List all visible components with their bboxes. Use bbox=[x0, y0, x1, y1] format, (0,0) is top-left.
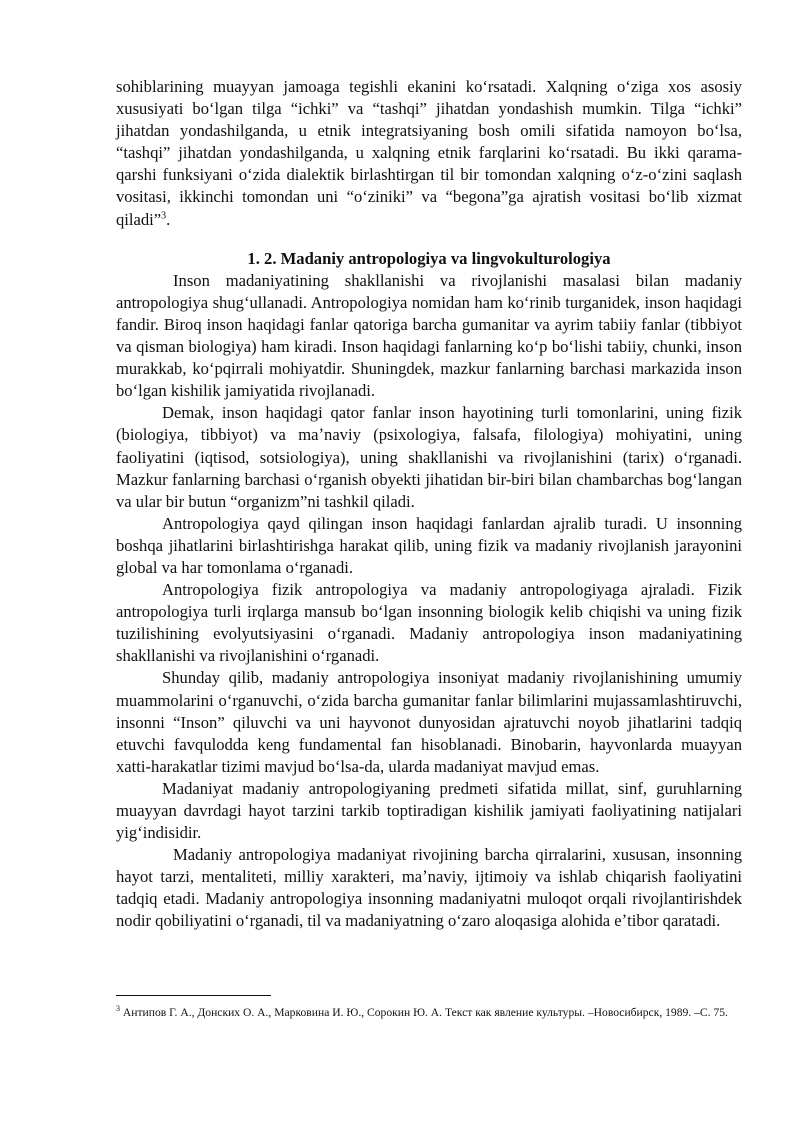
footnote bbox=[116, 1004, 742, 1021]
section-heading: 1. 2. Madaniy antropologiya va lingvokulturologiya bbox=[247, 248, 611, 268]
paragraph-5: Shunday qilib, madaniy antropologiya insoniyat madaniy rivojlanishining umumiy muammolarini oʻrganuvchi, oʻzida barcha gumanitar fanlar bilimlarini mujassamlashtiruvchi, insonni “Inson” qiluvchi va uni hayvonot dunyosidan ajratuvchi noyob jihatlarini tadqiq etuvchi favqulodda keng fundamental fan hisoblanadi. Binobarin, hayvonlarda muayyan xatti-harakatlar tizimi mavjud boʻlsa-da, ularda madaniyat mavjud emas. bbox=[116, 668, 742, 776]
paragraph-4: Antropologiya fizik antropologiya va madaniy antropologiyaga ajraladi. Fizik antropologiya turli irqlarga mansub boʻlgan insonning biologik kelib chiqishi va uning fizik tuzilishining evolyutsiyasini oʻrganadi. Madaniy antropologiya inson madaniyatining shakllanishi va rivojlanishini oʻrganadi. bbox=[116, 580, 742, 666]
footnote-text: Антипов Г. А., Донских О. А., Марковина И. Ю., Сорокин Ю. А. Текст как явление культуры. –Новосибирск, 1989. –С. 75. bbox=[122, 1006, 728, 1019]
footnote-divider bbox=[116, 995, 271, 996]
paragraph-6: Madaniyat madaniy antropologiyaning predmeti sifatida millat, sinf, guruhlarning muayyan davrdagi hayot tarzini tarkib toptiradigan kishilik jamiyati faoliyatining natijalari yigʻindisidir. bbox=[116, 778, 742, 843]
paragraph-1: Inson madaniyatining shakllanishi va rivojlanishi masalasi bilan madaniy antropologiya shugʻullanadi. Antropologiya nomidan ham koʻrinib turganidek, inson haqidagi fandir. Biroq inson haqidagi fanlar qatoriga barcha gumanitar va ayrim tabiiy fanlar (tibbiyot va qisman biologiya) ham kiradi. Inson haqidagi fanlarning koʻp boʻlishi tabiiy, chunki, inson murakkab, koʻpqirrali mohiyatdir. Shuningdek, mazkur fanlarning barchasi markazida inson boʻlgan kishilik jamiyatida rivojlanadi. bbox=[116, 270, 742, 401]
body-text bbox=[116, 76, 742, 933]
paragraph-3: Antropologiya qayd qilingan inson haqidagi fanlardan ajralib turadi. U insonning boshqa jihatlarini birlashtirishga harakat qilib, uning fizik va madaniy rivojlanish jarayonini global va har tomonlama oʻrganadi. bbox=[116, 513, 742, 577]
intro-text: sohiblarining muayyan jamoaga tegishli ekanini koʻrsatadi. Xalqning oʻziga xos asosiy xususiyati boʻlgan tilga “ichki” va “tashqi” jihatdan yondashish mumkin. Tilga “ichki” jihatdan yondashilganda, u etnik integratsiyaning bosh omili sifatida namoyon boʻlsa, “tashqi” jihatdan yondashilganda, u xalqning etnik farqlarini koʻrsatadi. Bu ikki qarama-qarshi funksiyani oʻzida dialektik birlashtirgan til bir tomondan xalqning oʻz-oʻzini saqlash vositasi, ikkinchi tomondan uni “oʻziniki” va “begona”ga ajratish vositasi boʻlib xizmat qiladi” bbox=[116, 77, 742, 229]
footnote-number: 3 bbox=[116, 1004, 120, 1014]
intro-end: . bbox=[166, 209, 171, 229]
footnote-reference[interactable]: 3 bbox=[161, 210, 167, 222]
paragraph-2: Demak, inson haqidagi qator fanlar inson hayotining turli tomonlarini, uning fizik (biologiya, tibbiyot) va maʼnaviy (psixologiya, falsafa, filologiya) mohiyatini, uning faoliyatini (iqtisod, sotsiologiya), uning shakllanishi va rivojlanishini (tarix) oʻrganadi. Mazkur fanlarning barchasi oʻrganish obyekti jihatidan bir-biri bilan chambarchas bogʻlangan va ular bir butun “organizm”ni tashkil qiladi. bbox=[116, 403, 742, 511]
paragraph-7: Madaniy antropologiya madaniyat rivojining barcha qirralarini, xususan, insonning hayot tarzi, mentaliteti, milliy xarakteri, maʼnaviy, ijtimoiy va ishlab chiqarish faoliyatini tadqiq etadi. Madaniy antropologiya insonning madaniyatni muloqot orqali rivojlantirishdek nodir qobiliyatini oʻrganadi, til va madaniyatning oʻzaro aloqasiga alohida eʼtibor qaratadi. bbox=[116, 845, 742, 931]
intro-paragraph bbox=[116, 76, 742, 231]
